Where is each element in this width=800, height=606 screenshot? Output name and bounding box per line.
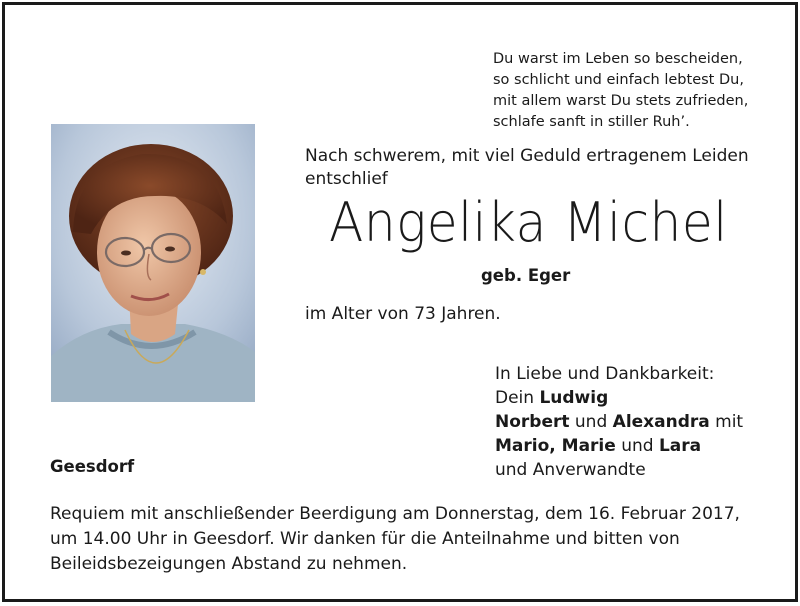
portrait-photo [51,124,255,402]
family-line-children [495,410,743,434]
word-und: und [574,412,608,432]
family-line-grandchildren [495,434,743,458]
husband-name: Ludwig [539,388,609,408]
son-name: Norbert [495,412,570,432]
poem-line: schlafe sanft in stiller Ruh’. [493,114,690,130]
grandchild-name: Lara [658,436,702,456]
age-text: im Alter von 73 Jahren. [305,304,501,324]
maiden-name: geb. Eger [481,266,571,285]
family-line-husband [495,386,743,410]
poem-line: so schlicht und einfach lebtest Du, [493,72,744,88]
requiem-line: um 14.00 Uhr in Geesdorf. Wir danken für die Anteilnahme und bitten von [50,529,680,549]
daughter-in-law-name: Alexandra [612,412,710,432]
word-mit: mit [715,412,744,432]
poem-line: mit allem warst Du stets zufrieden, [493,93,749,109]
deceased-name: Angelika Michel [329,191,728,254]
requiem-line: Beileidsbezeigungen Abstand zu nehmen. [50,554,408,574]
memorial-poem [493,49,748,133]
word-dein: Dein [495,388,535,408]
intro-text [305,145,749,191]
poem-line: Du warst im Leben so bescheiden, [493,51,743,67]
requiem-line: Requiem mit anschließender Beerdigung am Donnerstag, dem 16. Februar 2017, [50,504,740,524]
place-name: Geesdorf [50,457,135,476]
portrait-image [51,124,255,402]
intro-line: entschlief [305,169,388,189]
word-und: und [621,436,654,456]
family-intro: In Liebe und Dankbarkeit: [495,364,715,384]
grandchildren-names: Mario, Marie [495,436,616,456]
obituary-card [2,2,798,602]
family-signature [495,362,743,482]
family-relatives: und Anverwandte [495,460,646,480]
intro-line: Nach schwerem, mit viel Geduld ertragenem Leiden [305,146,749,166]
requiem-notice [50,502,740,577]
